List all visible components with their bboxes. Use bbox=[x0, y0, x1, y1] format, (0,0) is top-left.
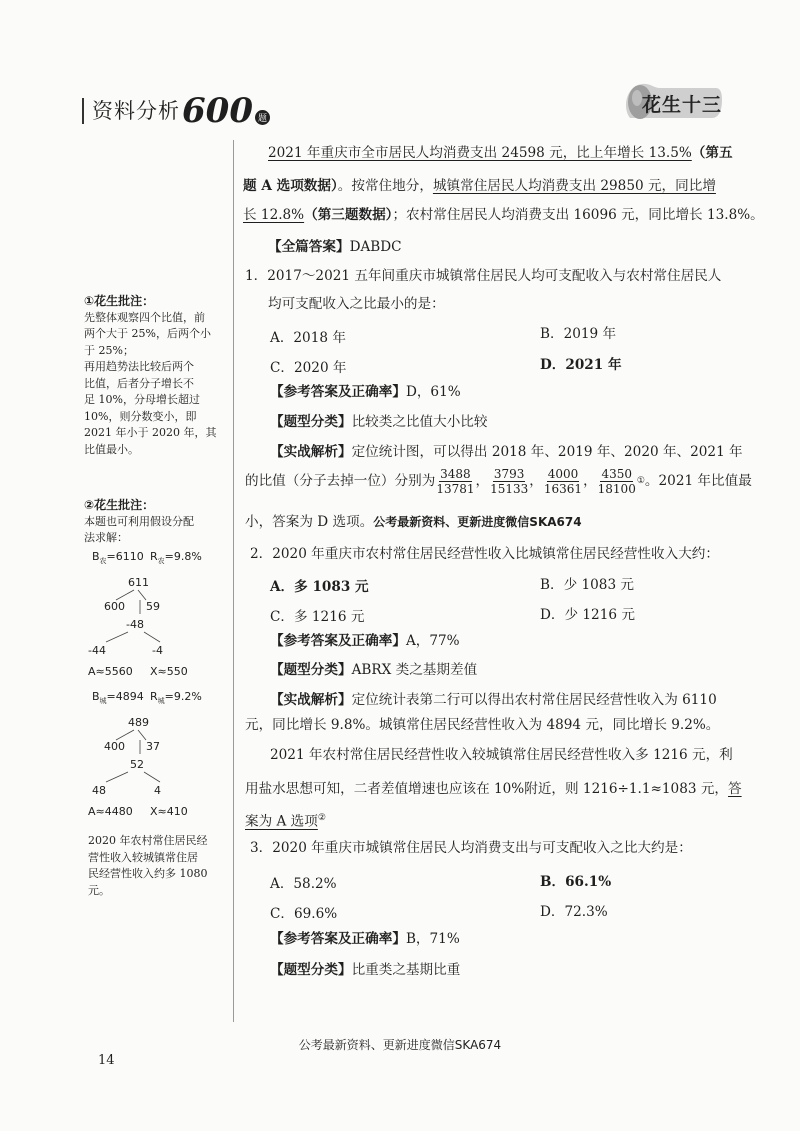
q2-option-c: C．多 1216 元 bbox=[270, 609, 365, 625]
tree-node-leaf-left: -44 bbox=[88, 644, 106, 657]
q3-option-c: C．69.6% bbox=[270, 906, 338, 922]
q1-option-c: C．2020 年 bbox=[270, 360, 347, 376]
tree-node-left: 600 bbox=[104, 600, 125, 613]
tree-node-leaf-left: 48 bbox=[92, 784, 106, 797]
promo-text: 公考最新资料、更新进度微信SKA674 bbox=[373, 515, 582, 529]
tree-result-a: A≈5560 bbox=[88, 665, 133, 678]
tree-node-mid: -48 bbox=[126, 618, 144, 631]
q1-option-a: A．2018 年 bbox=[270, 330, 346, 346]
page-number: 14 bbox=[98, 1053, 115, 1068]
tree-node-right: 37 bbox=[146, 740, 160, 753]
side-note-1-line: 10%，则分数变小，即 bbox=[84, 409, 197, 423]
tree-node-right: 59 bbox=[146, 600, 160, 613]
q2-analysis-4: 用盐水思想可知，二者差值增速也应该在 10%附近，则 1216÷1.1≈1083 元，答 bbox=[245, 781, 742, 797]
q2-analysis-5: 案为 A 选项② bbox=[245, 813, 326, 830]
note-mark-2: ② bbox=[317, 813, 326, 823]
answer-key: 【全篇答案】DABDC bbox=[268, 239, 402, 255]
q2-stem: 2．2020 年重庆市农村常住居民经营性收入比城镇常住居民经营性收入大约： bbox=[250, 546, 719, 562]
side-note-2-line: 本题也可利用假设分配 bbox=[84, 514, 194, 528]
tree-node-top: 489 bbox=[128, 716, 149, 729]
q2-option-d: D．少 1216 元 bbox=[540, 607, 635, 623]
q3-stem: 3．2020 年重庆市城镇常住居民人均消费支出与可支配收入之比大约是： bbox=[250, 840, 692, 856]
tree-result-a: A≈4480 bbox=[88, 805, 133, 818]
intro-line-3: 长 12.8%（第三题数据）；农村常住居民人均消费支出 16096 元，同比增长 13.8%。 bbox=[243, 207, 764, 223]
rate-urban-label: $R_城=9.2\%$ bbox=[150, 690, 202, 705]
intro-line-2: 题 A 选项数据）。按常住地分，城镇常住居民人均消费支出 29850 元，同比增 bbox=[243, 178, 716, 194]
book-badge: 题 bbox=[255, 110, 270, 125]
tree-result-x: X≈550 bbox=[150, 665, 188, 678]
side-note-2 bbox=[84, 497, 224, 547]
column-divider bbox=[233, 140, 234, 1022]
q2-analysis-3: 2021 年农村常住居民经营性收入较城镇常住居民经营性收入多 1216 元，利 bbox=[270, 747, 733, 763]
side-note-1 bbox=[84, 293, 224, 458]
ratio-2018: $\frac{3488}{13781}$ bbox=[436, 466, 475, 496]
side-note-1-line: 2021 年小于 2020 年，其 bbox=[84, 426, 217, 439]
side-note-2-conclusion bbox=[88, 833, 224, 899]
ratio-2021: $\frac{4350}{18100}$ bbox=[597, 466, 636, 496]
q3-option-d: D．72.3% bbox=[540, 904, 608, 920]
base-urban-label: $B_城=4894$ bbox=[92, 690, 144, 705]
q2-analysis-1: 【实战解析】定位统计表第二行可以得出农村常住居民经营性收入为 6110 bbox=[270, 692, 717, 708]
side-note-2-title: ②花生批注： bbox=[84, 498, 155, 512]
q2-option-a: A．多 1083 元 bbox=[270, 579, 369, 595]
footer-promo: 公考最新资料、更新进度微信SKA674 bbox=[298, 1038, 502, 1052]
side-note-1-line: 于 25%； bbox=[84, 343, 134, 357]
side-note-1-line: 两个大于 25%，后两个小 bbox=[84, 327, 211, 340]
tree-result-x: X≈410 bbox=[150, 805, 188, 818]
q1-option-d: D．2021 年 bbox=[540, 357, 622, 373]
side-note-1-title: ①花生批注： bbox=[84, 294, 155, 308]
q2-reference: 【参考答案及正确率】A，77% bbox=[270, 633, 460, 649]
side-note-1-line: 先整体观察四个比值，前 bbox=[84, 310, 205, 324]
side-note-1-line: 足 10%，分母增长超过 bbox=[84, 393, 200, 406]
q3-type: 【题型分类】比重类之基期比重 bbox=[270, 962, 461, 978]
q3-option-b: B．66.1% bbox=[540, 874, 612, 890]
side-note-1-line: 比值，后者分子增长不 bbox=[84, 376, 194, 390]
q1-reference: 【参考答案及正确率】D，61% bbox=[270, 384, 461, 400]
q1-analysis-2: 的比值（分子去掉一位）分别为 $\frac{3488}{13781}$ ， $\frac{3793}{15133}$ ， $\frac{4000}{16361}$ ， $\frac{4350}{18100}$ ① 。2021 年比值最 bbox=[245, 466, 752, 496]
side-note-2-line: 民经营性收入约多 1080 bbox=[88, 867, 208, 880]
q1-type: 【题型分类】比较类之比值大小比较 bbox=[270, 414, 488, 430]
base-rural-label: $B_农=6110$ bbox=[92, 550, 144, 565]
ratio-2020: $\frac{4000}{16361}$ bbox=[543, 466, 583, 496]
q2-analysis-2: 元，同比增长 9.8%。城镇常住居民经营性收入为 4894 元，同比增长 9.2%。 bbox=[245, 717, 720, 733]
tree-node-leaf-right: -4 bbox=[152, 644, 163, 657]
ratio-2019: $\frac{3793}{15133}$ bbox=[490, 466, 529, 496]
allocation-tree-urban bbox=[84, 688, 224, 823]
header-bar bbox=[82, 98, 84, 124]
rate-rural-label: $R_农=9.8\%$ bbox=[150, 550, 202, 565]
tree-node-top: 611 bbox=[128, 576, 149, 589]
side-note-2-line: 营性收入较城镇常住居 bbox=[88, 850, 198, 864]
side-note-2-line: 元。 bbox=[88, 883, 110, 897]
tree-node-left: 400 bbox=[104, 740, 125, 753]
q2-option-b: B．少 1083 元 bbox=[540, 577, 635, 593]
q2-type: 【题型分类】ABRX 类之基期差值 bbox=[270, 662, 478, 678]
side-note-1-line: 比值最小。 bbox=[84, 442, 139, 456]
side-note-2-line: 法求解： bbox=[84, 531, 128, 544]
peanut-logo bbox=[620, 78, 724, 124]
q3-reference: 【参考答案及正确率】B，71% bbox=[270, 931, 460, 947]
book-number: 600 bbox=[182, 91, 253, 131]
q1-stem-1: 1．2017～2021 五年间重庆市城镇常住居民人均可支配收入与农村常住居民人 bbox=[245, 268, 722, 284]
q3-option-a: A．58.2% bbox=[270, 876, 337, 892]
book-title: 资料分析 bbox=[92, 99, 180, 123]
tree-node-leaf-right: 4 bbox=[154, 784, 161, 797]
note-mark-1: ① bbox=[636, 476, 645, 486]
q1-analysis-1: 【实战解析】定位统计图，可以得出 2018 年、2019 年、2020 年、2021 年 bbox=[270, 444, 743, 460]
side-note-2-line: 2020 年农村常住居民经 bbox=[88, 834, 208, 847]
intro-line-1: 2021 年重庆市全市居民人均消费支出 24598 元，比上年增长 13.5%（第五 bbox=[268, 145, 733, 161]
side-note-1-line: 再用趋势法比较后两个 bbox=[84, 360, 194, 373]
q1-stem-2: 均可支配收入之比最小的是： bbox=[268, 296, 445, 312]
q1-analysis-3: 小，答案为 D 选项。公考最新资料、更新进度微信SKA674 bbox=[245, 514, 582, 530]
tree-node-mid: 52 bbox=[130, 758, 144, 771]
allocation-tree-rural bbox=[84, 548, 224, 683]
logo-text: 花生十三 bbox=[642, 94, 723, 116]
q1-option-b: B．2019 年 bbox=[540, 326, 617, 342]
running-header bbox=[82, 91, 270, 131]
